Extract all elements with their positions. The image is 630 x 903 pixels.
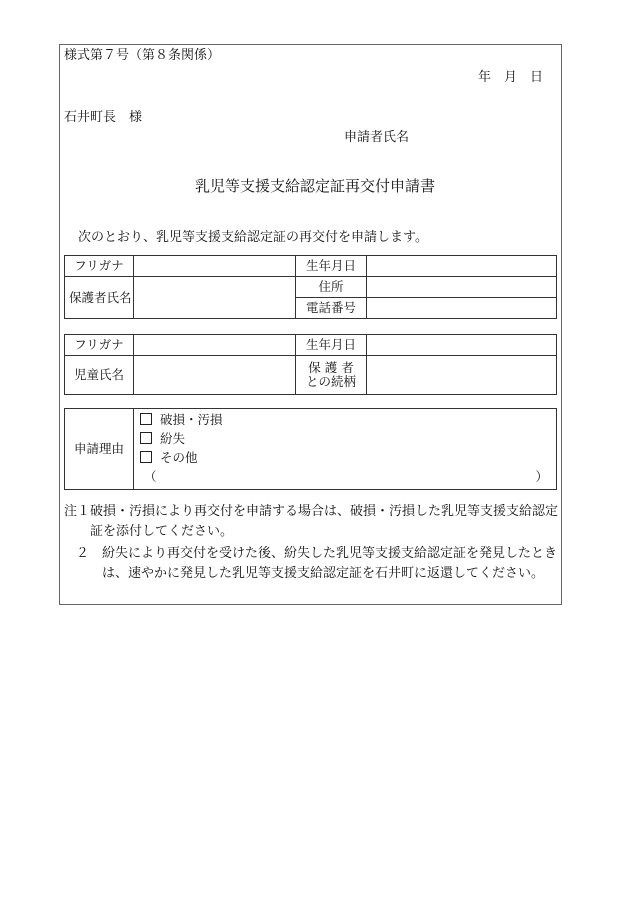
guardian-birthdate-field[interactable] — [367, 256, 557, 277]
note-item — [64, 502, 560, 542]
note-number: ２ — [76, 546, 90, 561]
reason-option-other[interactable]: その他 — [140, 450, 550, 465]
guardian-phone-field[interactable] — [367, 298, 557, 319]
relation-label-line2: との続柄 — [305, 374, 356, 389]
note-number: 注１ — [64, 504, 91, 519]
guardian-name-label: 保護者氏名 — [65, 277, 134, 319]
child-name-field[interactable] — [134, 356, 296, 395]
guardian-address-label: 住所 — [296, 277, 367, 298]
relation-label — [296, 356, 367, 395]
reason-label: 申請理由 — [65, 409, 134, 490]
note-text: 紛失により再交付を受けた後、紛失した乳児等支援支給認定証を発見したときは、速やかに発見した乳児等支援支給認定証を石井町に返還してください。 — [102, 546, 558, 581]
intro-text: 次のとおり、乳児等支援支給認定証の再交付を申請します。 — [78, 230, 428, 245]
other-reason-field[interactable] — [140, 469, 550, 484]
form-number: 様式第７号（第８条関係） — [64, 48, 221, 63]
child-furigana-label: フリガナ — [65, 335, 134, 356]
date-field[interactable]: 年 月 日 — [478, 70, 544, 85]
checkbox-icon[interactable] — [140, 451, 152, 463]
guardian-table — [64, 255, 557, 319]
document-title: 乳児等支援支給認定証再交付申請書 — [194, 177, 435, 195]
reason-table — [64, 408, 557, 490]
child-table — [64, 334, 557, 395]
guardian-furigana-label: フリガナ — [65, 256, 134, 277]
guardian-name-field[interactable] — [134, 277, 296, 319]
guardian-birthdate-label: 生年月日 — [296, 256, 367, 277]
reason-option-lost[interactable]: 紛失 — [140, 431, 550, 446]
relation-field[interactable] — [367, 356, 557, 395]
checkbox-icon[interactable] — [140, 413, 152, 425]
note-text: 破損・汚損により再交付を申請する場合は、破損・汚損した乳児等支援支給認定証を添付してください。 — [90, 504, 559, 539]
guardian-furigana-field[interactable] — [134, 256, 296, 277]
guardian-phone-label: 電話番号 — [296, 298, 367, 319]
paren-close: ） — [535, 469, 548, 484]
applicant-name-label: 申請者氏名 — [344, 130, 410, 145]
checkbox-icon[interactable] — [140, 432, 152, 444]
child-furigana-field[interactable] — [134, 335, 296, 356]
reason-options — [134, 409, 557, 490]
relation-label-line1: 保 護 者 — [308, 360, 354, 375]
notes — [64, 502, 560, 584]
child-name-label: 児童氏名 — [65, 356, 134, 395]
paren-open: （ — [144, 469, 157, 484]
child-birthdate-label: 生年月日 — [296, 335, 367, 356]
child-birthdate-field[interactable] — [367, 335, 557, 356]
note-item — [64, 544, 560, 584]
addressee: 石井町長 様 — [64, 110, 143, 125]
guardian-address-field[interactable] — [367, 277, 557, 298]
reason-option-damage[interactable]: 破損・汚損 — [140, 412, 550, 427]
